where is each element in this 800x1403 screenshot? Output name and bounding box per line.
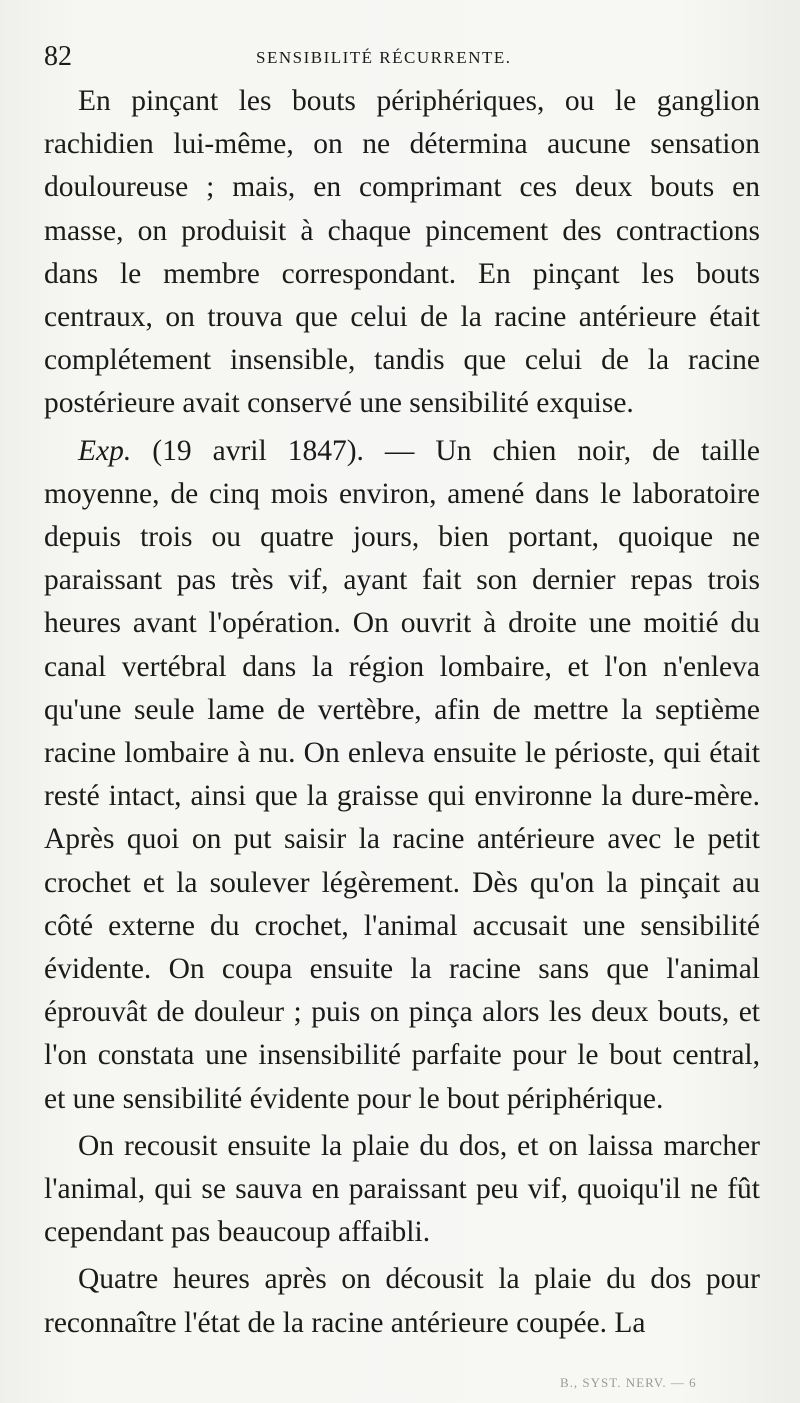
- body-text: [44, 80, 760, 1349]
- paragraph-1: En pinçant les bouts périphériques, ou le ganglion rachidien lui-même, on ne détermina aucune sensation douloureuse ; mais, en comprimant ces deux bouts en masse, on produisit à chaque pincement des contractions dans le membre correspondant. En pinçant les bouts centraux, on trouva que celui de la racine antérieure était complétement insensible, tandis que celui de la racine postérieure avait conservé une sensibilité exquise.: [44, 85, 760, 420]
- page-number: 82: [44, 41, 72, 72]
- paragraph-3: On recousit ensuite la plaie du dos, et on laissa marcher l'animal, qui se sauva en paraissant peu vif, quoiqu'il ne fût cependant pas beaucoup affaibli.: [44, 1129, 760, 1249]
- paragraph-4: Quatre heures après on décousit la plaie du dos pour reconnaître l'état de la racine antérieure coupée. La: [44, 1263, 760, 1339]
- paragraph-2: [44, 430, 760, 1121]
- page-header: [44, 40, 760, 74]
- printer-signature: B., SYST. NERV. — 6: [560, 1375, 697, 1390]
- paragraph-2-text: (19 avril 1847). — Un chien noir, de taille moyenne, de cinq mois environ, amené dans le laboratoire depuis trois ou quatre jours, bien portant, quoique ne paraissant pas très vif, ayant fait son dernier repas trois heures avant l'opération. On ouvrit à droite une moitié du canal vertébral dans la région lombaire, et l'on n'enleva qu'une seule lame de vertèbre, afin de mettre la septième racine lombaire à nu. On enleva ensuite le périoste, qui était resté intact, ainsi que la graisse qui environne la dure-mère. Après quoi on put saisir la racine antérieure avec le petit crochet et la soulever légèrement. Dès qu'on la pinçait au côté externe du crochet, l'animal accusait une sensibilité évidente. On coupa ensuite la racine sans que l'animal éprouvât de douleur ; puis on pinça alors les deux bouts, et l'on constata une insensibilité parfaite pour le bout central, et une sensibilité évidente pour le bout périphérique.: [44, 434, 760, 1115]
- experiment-label: Exp.: [78, 434, 132, 467]
- running-title: SENSIBILITÉ RÉCURRENTE.: [256, 48, 512, 67]
